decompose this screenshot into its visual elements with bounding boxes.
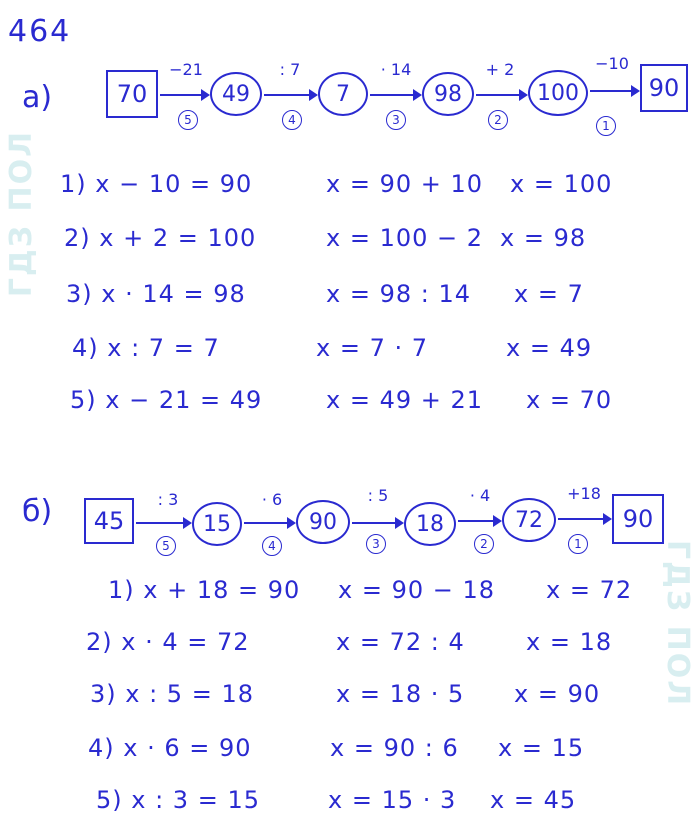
part-a-eq-4-result: x = 49	[506, 334, 593, 362]
part-b-eq-1: 1) x + 18 = 90	[108, 576, 301, 604]
part-b-eq-1-step: x = 90 − 18	[338, 576, 496, 604]
watermark-right: ГДЗ ПОЛ	[660, 540, 695, 708]
problem-number: 464	[8, 14, 72, 49]
part-a-step-5: 1	[596, 116, 616, 136]
part-a-arrow-1	[160, 94, 208, 96]
part-a-eq-5-result: x = 70	[526, 386, 613, 414]
part-a-label: а)	[22, 80, 53, 115]
part-a-node-2: 7	[318, 72, 368, 116]
part-a-end-box: 90	[640, 64, 688, 112]
part-a-eq-3: 3) x · 14 = 98	[66, 280, 246, 308]
part-a-op-5: −10	[595, 54, 629, 73]
part-a-eq-4: 4) x : 7 = 7	[72, 334, 220, 362]
part-b-eq-5-step: x = 15 · 3	[328, 786, 457, 814]
part-b-arrow-4	[458, 520, 500, 522]
part-a-node-4: 100	[528, 70, 588, 116]
part-b-eq-3-step: x = 18 · 5	[336, 680, 465, 708]
part-b-label: б)	[22, 494, 53, 529]
part-a-eq-1-result: x = 100	[510, 170, 613, 198]
part-b-eq-1-result: x = 72	[546, 576, 633, 604]
part-b-op-4: · 4	[469, 486, 491, 505]
part-a-node-3: 98	[422, 72, 474, 116]
part-a-op-4: + 2	[485, 60, 515, 79]
part-b-arrow-3	[352, 522, 402, 524]
part-b-eq-5: 5) x : 3 = 15	[96, 786, 260, 814]
part-a-eq-2-step: x = 100 − 2	[326, 224, 484, 252]
part-a-eq-2-result: x = 98	[500, 224, 587, 252]
part-a-node-1: 49	[210, 72, 262, 116]
part-b-op-2: · 6	[261, 490, 283, 509]
part-a-op-1: −21	[169, 60, 203, 79]
part-a-step-2: 4	[282, 110, 302, 130]
part-b-op-5: +18	[567, 484, 601, 503]
part-b-op-1: : 3	[157, 490, 179, 509]
part-b-eq-2: 2) x · 4 = 72	[86, 628, 250, 656]
part-b-eq-5-result: x = 45	[490, 786, 577, 814]
part-b-eq-3-result: x = 90	[514, 680, 601, 708]
part-a-arrow-2	[264, 94, 316, 96]
part-b-node-4: 72	[502, 498, 556, 542]
part-b-eq-4-step: x = 90 : 6	[330, 734, 459, 762]
part-a-eq-3-step: x = 98 : 14	[326, 280, 471, 308]
part-b-step-1: 5	[156, 536, 176, 556]
part-a-eq-2: 2) x + 2 = 100	[64, 224, 257, 252]
part-b-end-box: 90	[612, 494, 664, 544]
part-b-node-2: 90	[296, 500, 350, 544]
part-a-arrow-5	[590, 90, 638, 92]
part-b-eq-2-result: x = 18	[526, 628, 613, 656]
watermark-left: ГДЗ ПОЛ	[4, 130, 39, 298]
part-b-eq-3: 3) x : 5 = 18	[90, 680, 254, 708]
part-b-step-3: 3	[366, 534, 386, 554]
part-b-node-1: 15	[192, 502, 242, 546]
part-a-eq-4-step: x = 7 · 7	[316, 334, 428, 362]
part-a-arrow-4	[476, 94, 526, 96]
part-b-eq-4: 4) x · 6 = 90	[88, 734, 252, 762]
part-b-step-4: 2	[474, 534, 494, 554]
part-b-eq-2-step: x = 72 : 4	[336, 628, 465, 656]
part-b-eq-4-result: x = 15	[498, 734, 585, 762]
part-b-arrow-1	[136, 522, 190, 524]
part-b-node-3: 18	[404, 502, 456, 546]
part-a-arrow-3	[370, 94, 420, 96]
part-a-eq-1-step: x = 90 + 10	[326, 170, 484, 198]
part-a-op-2: : 7	[279, 60, 301, 79]
part-b-arrow-5	[558, 518, 610, 520]
part-a-step-3: 3	[386, 110, 406, 130]
part-b-arrow-2	[244, 522, 294, 524]
part-b-op-3: : 5	[367, 486, 389, 505]
part-a-eq-1: 1) x − 10 = 90	[60, 170, 253, 198]
part-b-step-2: 4	[262, 536, 282, 556]
part-b-start-box: 45	[84, 498, 134, 544]
part-a-start-box: 70	[106, 70, 158, 118]
part-a-step-4: 2	[488, 110, 508, 130]
part-a-eq-5-step: x = 49 + 21	[326, 386, 484, 414]
part-a-eq-3-result: x = 7	[514, 280, 584, 308]
part-a-eq-5: 5) x − 21 = 49	[70, 386, 263, 414]
part-a-op-3: · 14	[380, 60, 412, 79]
part-b-step-5: 1	[568, 534, 588, 554]
part-a-step-1: 5	[178, 110, 198, 130]
